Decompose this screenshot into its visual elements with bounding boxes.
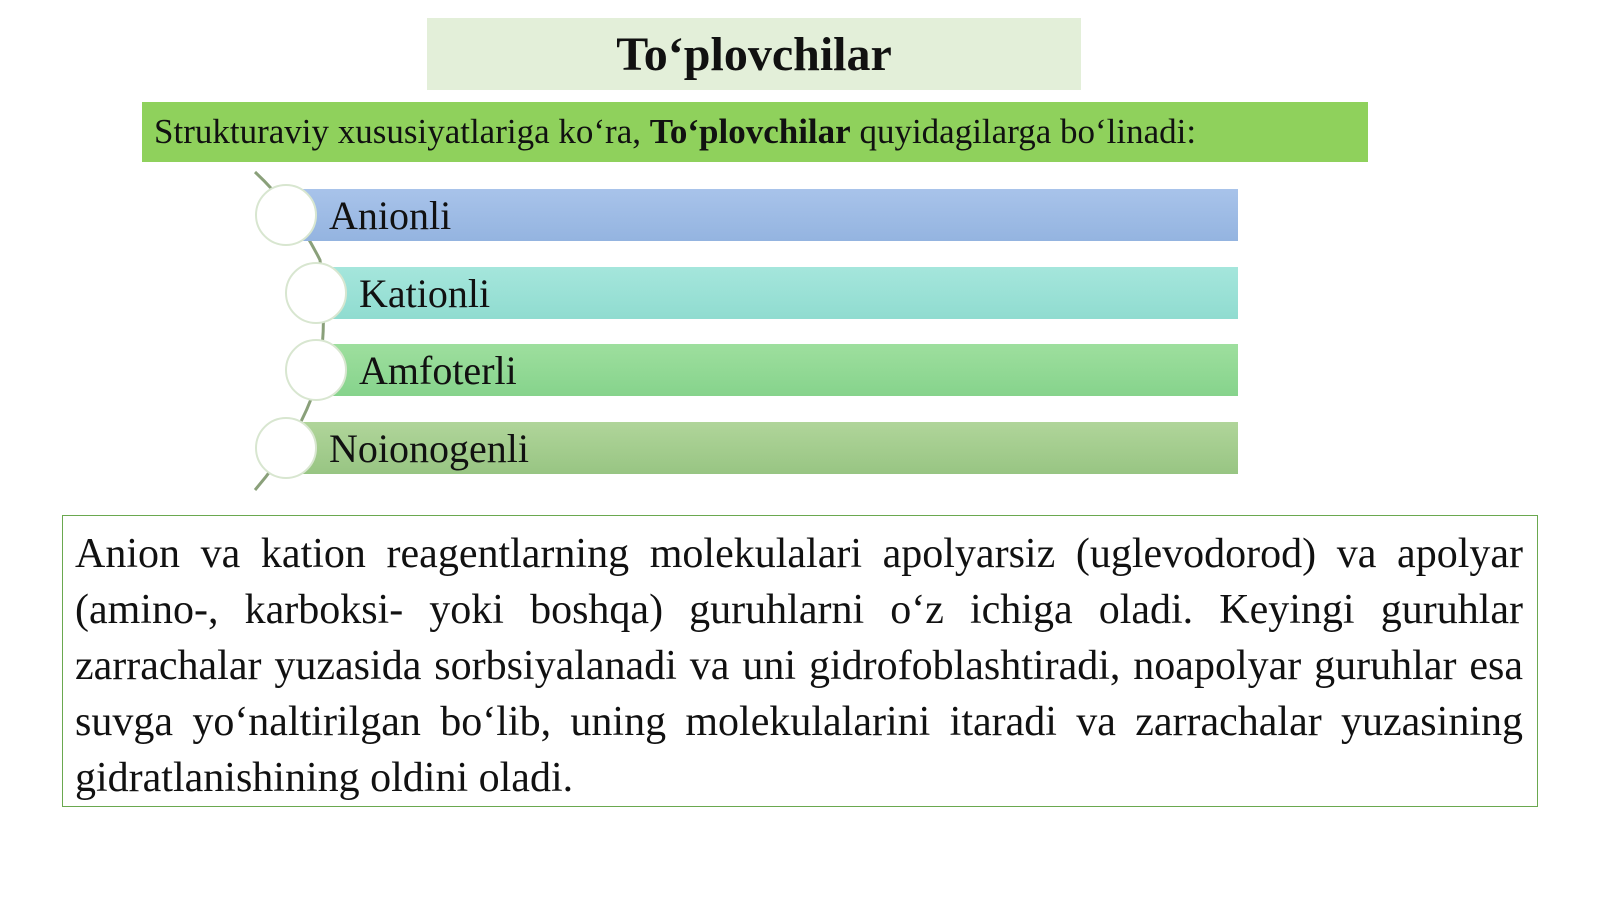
list-item-anionli: [300, 189, 1238, 241]
bullet-circle-icon: [285, 262, 347, 324]
bullet-circle-icon: [255, 417, 317, 479]
description-box: [62, 515, 1538, 807]
list-item-label: Amfoterli: [359, 347, 517, 393]
list-item-amfoterli: [330, 344, 1238, 396]
slide-title: To‘plovchilar: [427, 18, 1081, 90]
list-item-label: Anionli: [329, 192, 452, 238]
bullet-circle-icon: [285, 339, 347, 401]
subtitle-bold: To‘plovchilar: [649, 112, 851, 151]
list-item-kationli: [330, 267, 1238, 319]
list-item-noionogenli: [300, 422, 1238, 474]
list-item-label: Kationli: [359, 270, 491, 316]
list-item-label: Noionogenli: [329, 425, 529, 471]
subtitle-prefix: Strukturaviy xususiyatlariga ko‘ra,: [154, 112, 650, 151]
description-text: Anion va kation reagentlarning molekulalari apolyarsiz (uglevodorod) va apolyar (amino-, karboksi- yoki boshqa) guruhlarni o‘z ichiga oladi. Keyingi guruhlar zarrachalar yuzasida sorbsiyalanadi va uni gidrofoblashtiradi, noapolyar guruhlar esa suvga yo‘naltirilgan bo‘lib, uning molekulalarini itaradi va zarrachalar yuzasining gidratlanishining oldini oladi.: [75, 531, 1523, 801]
bullet-circle-icon: [255, 184, 317, 246]
subtitle-suffix: quyidagilarga bo‘linadi:: [850, 112, 1197, 151]
